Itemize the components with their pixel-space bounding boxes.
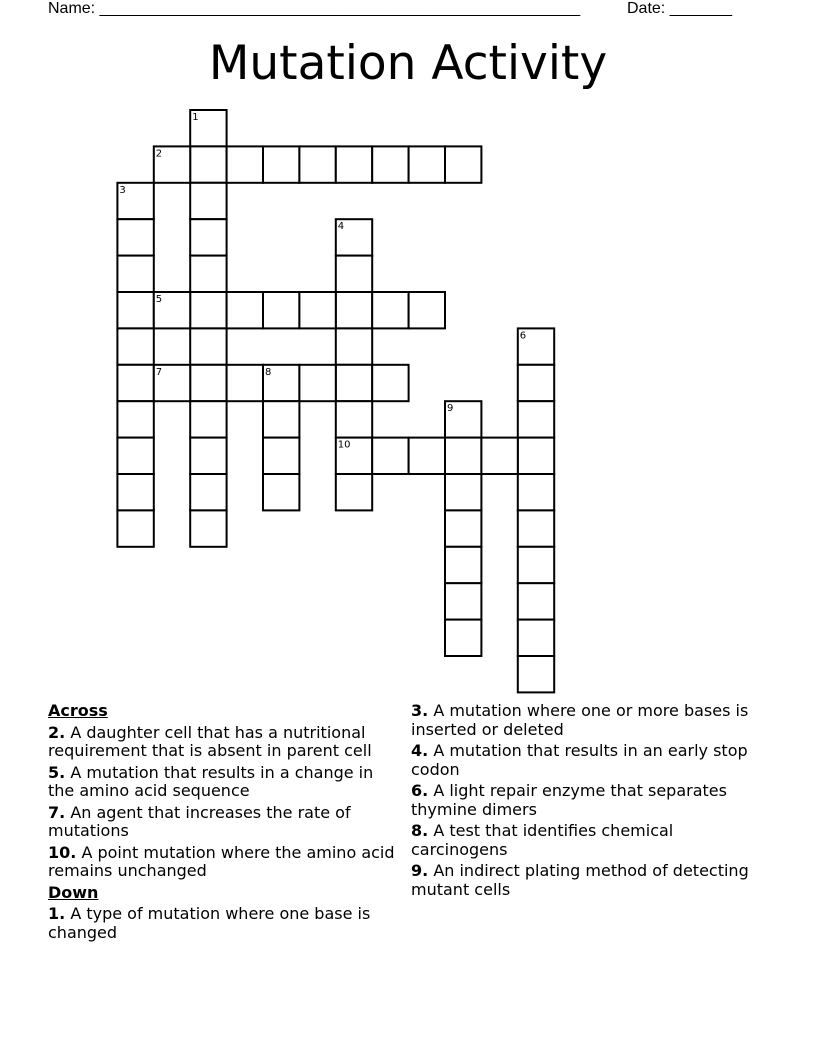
grid-cell[interactable] — [263, 401, 299, 437]
grid-cell[interactable] — [117, 292, 153, 328]
grid-cell[interactable] — [227, 146, 263, 182]
grid-cell[interactable] — [117, 438, 153, 474]
clue-number: 6. — [411, 781, 429, 800]
cell-number-label: 1 — [192, 112, 199, 123]
grid-cell[interactable] — [481, 438, 517, 474]
grid-cell[interactable] — [336, 474, 372, 510]
grid-cell[interactable] — [336, 256, 372, 292]
grid-cell[interactable] — [190, 292, 226, 328]
page-title: Mutation Activity — [208, 36, 608, 91]
grid-cell[interactable] — [190, 401, 226, 437]
clue-number: 2. — [48, 722, 66, 742]
grid-cell[interactable] — [409, 292, 445, 328]
grid-cell[interactable] — [263, 438, 299, 474]
grid-cell[interactable] — [336, 365, 372, 401]
cell-number-label: 4 — [337, 221, 345, 233]
cell-number-label: 6 — [519, 330, 527, 342]
clue-number: 9. — [411, 861, 429, 880]
clue-number: 7. — [48, 802, 66, 822]
grid-cell[interactable] — [263, 146, 299, 182]
cell-number-label: 3 — [119, 184, 126, 196]
grid-cell[interactable] — [518, 401, 554, 437]
grid-cell[interactable] — [263, 474, 299, 510]
grid-cell[interactable] — [190, 219, 226, 255]
grid-cell[interactable] — [117, 219, 153, 255]
clue-text: An indirect plating method of detecting mutant cells — [411, 861, 749, 899]
clue-text: A type of mutation where one base is changed — [48, 904, 371, 942]
grid-cell[interactable] — [190, 146, 226, 182]
grid-cell[interactable] — [445, 438, 481, 474]
grid-cell[interactable] — [372, 365, 408, 401]
clue-across-5 — [48, 764, 398, 801]
cell-number-label: 2 — [155, 148, 163, 160]
grid-cell[interactable] — [336, 146, 372, 182]
grid-cell[interactable] — [263, 292, 299, 328]
grid-cell[interactable] — [518, 583, 554, 619]
grid-cell[interactable] — [372, 438, 408, 474]
clue-text: A daughter cell that has a nutritional requirement that is absent in parent cell — [48, 722, 372, 760]
grid-cell[interactable] — [299, 146, 335, 182]
grid-cell[interactable] — [117, 510, 153, 546]
clue-text: A point mutation where the amino acid remains unchanged — [48, 842, 395, 880]
date-field[interactable]: Date: _______ — [627, 0, 732, 17]
grid-cell[interactable] — [445, 620, 481, 656]
grid-cell[interactable] — [117, 401, 153, 437]
clue-down-3 — [411, 702, 761, 739]
clue-text: A light repair enzyme that separates thymine dimers — [411, 781, 727, 819]
grid-cell[interactable] — [518, 547, 554, 583]
grid-cell[interactable] — [518, 656, 554, 692]
cell-number-label: 8 — [265, 366, 272, 378]
grid-cell[interactable] — [518, 474, 554, 510]
clue-number: 1. — [48, 904, 66, 923]
grid-cell[interactable] — [445, 547, 481, 583]
grid-cell[interactable] — [409, 146, 445, 182]
grid-cell[interactable] — [372, 292, 408, 328]
grid-cell[interactable] — [336, 401, 372, 437]
grid-cell[interactable] — [299, 292, 335, 328]
clue-text: A mutation that results in a change in the amino acid sequence — [48, 762, 374, 800]
grid-cell[interactable] — [299, 365, 335, 401]
grid-cell[interactable] — [190, 474, 226, 510]
clue-number: 3. — [411, 701, 429, 720]
clue-down-4 — [411, 742, 761, 779]
grid-cell[interactable] — [190, 438, 226, 474]
clue-number: 5. — [48, 762, 66, 782]
grid-cell[interactable] — [190, 183, 226, 219]
clue-across-2 — [48, 724, 398, 761]
grid-cell[interactable] — [518, 620, 554, 656]
grid-cell[interactable] — [445, 510, 481, 546]
name-field[interactable]: Name: ______________________________________________________ — [48, 0, 581, 17]
grid-cell[interactable] — [227, 292, 263, 328]
grid-cell[interactable] — [336, 292, 372, 328]
cell-number-label: 10 — [337, 439, 351, 451]
cell-number-label: 5 — [155, 294, 163, 305]
grid-cell[interactable] — [518, 438, 554, 474]
grid-cell[interactable] — [117, 328, 153, 364]
clue-down-8 — [411, 822, 761, 859]
grid-cell[interactable] — [190, 510, 226, 546]
clues-left-column — [48, 702, 398, 945]
grid-cell[interactable] — [190, 256, 226, 292]
clue-down-1 — [48, 905, 398, 942]
grid-cell[interactable] — [190, 328, 226, 364]
grid-cell[interactable] — [117, 365, 153, 401]
grid-cell[interactable] — [372, 146, 408, 182]
grid-cell[interactable] — [117, 256, 153, 292]
grid-cell[interactable] — [409, 438, 445, 474]
across-heading: Across — [48, 701, 108, 720]
clue-text: A test that identifies chemical carcinogens — [411, 821, 674, 859]
clue-down-9 — [411, 862, 761, 899]
clues-right-column — [411, 702, 761, 902]
clue-number: 4. — [411, 741, 429, 760]
grid-cell[interactable] — [445, 474, 481, 510]
clue-text: An agent that increases the rate of mutations — [48, 802, 351, 840]
clue-across-7 — [48, 804, 398, 841]
down-heading: Down — [48, 882, 99, 902]
grid-cell[interactable] — [518, 365, 554, 401]
grid-cell[interactable] — [190, 365, 226, 401]
clue-number: 8. — [411, 821, 429, 840]
clue-across-10 — [48, 844, 398, 881]
clue-number: 10. — [48, 842, 77, 862]
cell-number-label: 9 — [447, 403, 454, 415]
grid-cell[interactable] — [445, 583, 481, 619]
grid-cell[interactable] — [227, 365, 263, 401]
grid-cell[interactable] — [445, 146, 481, 182]
clue-text: A mutation that results in an early stop codon — [411, 741, 748, 779]
grid-cell[interactable] — [117, 474, 153, 510]
clue-down-6 — [411, 782, 761, 819]
grid-cell[interactable] — [336, 328, 372, 364]
clue-text: A mutation where one or more bases is inserted or deleted — [411, 701, 749, 739]
grid-cell[interactable] — [518, 510, 554, 546]
cell-number-label: 7 — [155, 366, 163, 378]
